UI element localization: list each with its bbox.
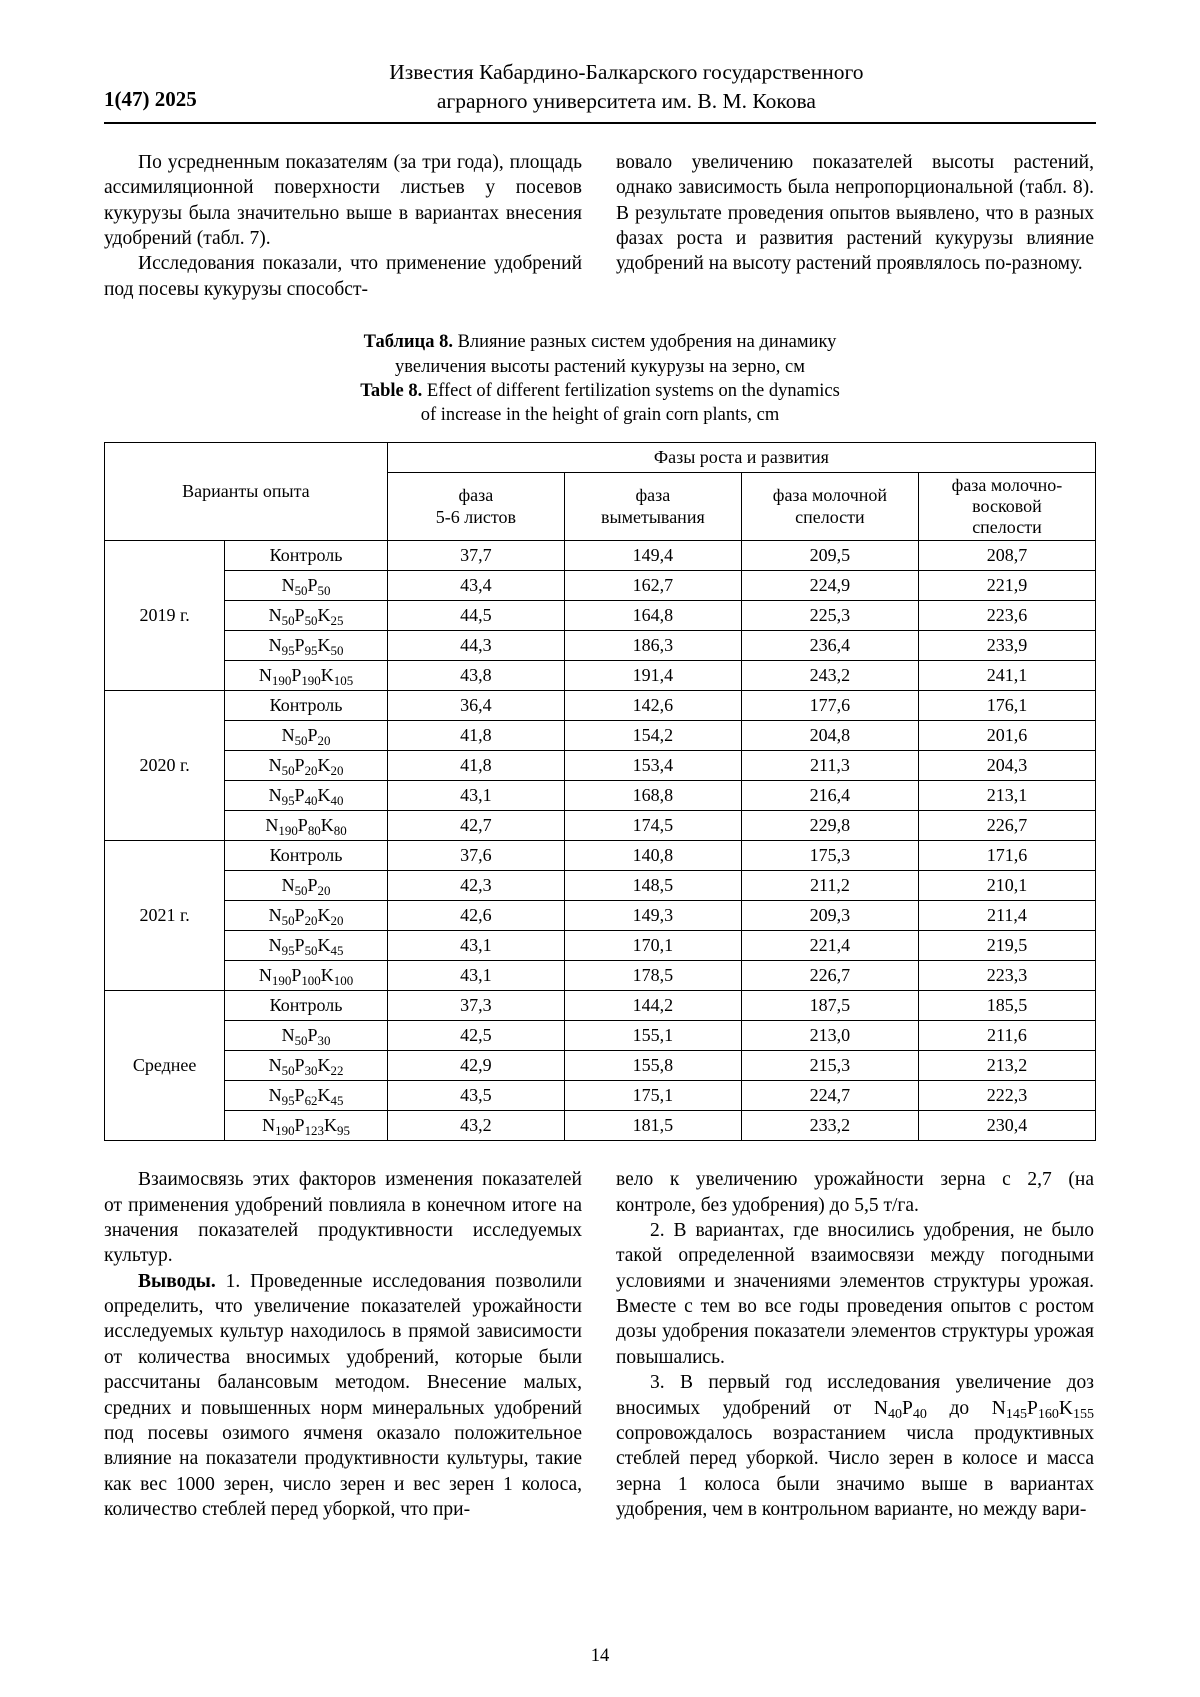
p3-sub-1: 40 [887, 1405, 902, 1422]
row-variant-label: $N_{95}P_{40}K_{40}$ [225, 781, 388, 811]
table-row [105, 961, 1096, 991]
row-value: 215,3 [741, 1051, 918, 1081]
body-right-paragraph-1: вело к увеличению урожайности зерна с 2,7 (на контроле, без удобрения) до 5,5 т/га. [616, 1169, 1094, 1216]
header-phase-leaves-line2: 5-6 листов [435, 506, 516, 527]
row-variant-label: $N_{50}P_{30}K_{22}$ [225, 1051, 388, 1081]
table-row [105, 931, 1096, 961]
row-value: 226,7 [741, 961, 918, 991]
row-variant-label: Контроль [225, 841, 388, 871]
body-columns [104, 1167, 1096, 1522]
header-phases: Фазы роста и развития [387, 442, 1095, 472]
row-variant-label: Контроль [225, 991, 388, 1021]
row-value: 44,3 [387, 631, 564, 661]
row-value: 222,3 [918, 1081, 1095, 1111]
row-value: 175,3 [741, 841, 918, 871]
row-value: 204,8 [741, 721, 918, 751]
intro-left-column [104, 150, 582, 302]
row-value: 219,5 [918, 931, 1095, 961]
row-value: 204,3 [918, 751, 1095, 781]
page-number: 14 [590, 1646, 610, 1666]
row-value: 177,6 [741, 691, 918, 721]
table-body [105, 541, 1096, 1141]
body-right-column [616, 1167, 1094, 1522]
caption-en-line1 [104, 379, 1096, 403]
row-value: 175,1 [564, 1081, 741, 1111]
row-value: 230,4 [918, 1111, 1095, 1141]
row-value: 213,2 [918, 1051, 1095, 1081]
row-year-label: Среднее [105, 991, 225, 1141]
row-value: 155,1 [564, 1021, 741, 1051]
conclusions-label: Выводы. [138, 1270, 216, 1292]
header-phase-milk-line1: фаза молочной [772, 485, 888, 506]
journal-title-line1: Известия Кабардино-Балкарского государственного [389, 60, 864, 84]
row-value: 168,8 [564, 781, 741, 811]
header-variants: Варианты опыта [105, 442, 388, 541]
row-value: 42,9 [387, 1051, 564, 1081]
row-value: 155,8 [564, 1051, 741, 1081]
row-value: 144,2 [564, 991, 741, 1021]
row-value: 43,2 [387, 1111, 564, 1141]
table-row [105, 841, 1096, 871]
caption-en-line2: of increase in the height of grain corn plants, cm [420, 405, 780, 426]
row-variant-label: $N_{190}P_{190}K_{105}$ [225, 661, 388, 691]
row-value: 43,1 [387, 961, 564, 991]
issue-number: 1(47) 2025 [104, 87, 197, 112]
row-value: 36,4 [387, 691, 564, 721]
table-row [105, 1021, 1096, 1051]
row-value: 149,4 [564, 541, 741, 571]
row-variant-label: Контроль [225, 541, 388, 571]
p3-part-b: P [902, 1397, 913, 1419]
body-left-paragraph-2 [104, 1269, 582, 1522]
row-value: 223,6 [918, 601, 1095, 631]
row-variant-label: $N_{50}P_{20}$ [225, 721, 388, 751]
table-row [105, 691, 1096, 721]
p3-part-d: P [1026, 1397, 1038, 1419]
row-value: 176,1 [918, 691, 1095, 721]
p3-part-e: K [1058, 1397, 1073, 1419]
table-row [105, 1051, 1096, 1081]
row-year-label: 2020 г. [105, 691, 225, 841]
row-value: 43,8 [387, 661, 564, 691]
conclusions-text: 1. Проведенные исследования позволили определить, что увеличение показателей урожайности исследуемых культур находилось в прямой зависимости от количества вносимых удобрений, которые были рассчитаны балансовым методом. Внесение малых, средних и повышенных норм минеральных удобрений под посевы озимого ячменя оказало положительное влияние на показатели продуктивности культуры, такие как вес 1000 зерен, число зерен и вес зерен 1 колоса, количество стеблей перед уборкой, что при- [104, 1270, 582, 1520]
journal-title [157, 58, 1096, 116]
row-value: 178,5 [564, 961, 741, 991]
header-phase-heading [564, 472, 741, 541]
row-value: 243,2 [741, 661, 918, 691]
caption-ru-label: Таблица 8. [363, 332, 453, 353]
p3-part-f: сопровождалось возрастанием числа продуктивных стеблей перед уборкой. Число зерен в колосе и масса зерна 1 колоса были значимо выше в вариантах удобрения, чем в контрольном варианте, но между вари- [616, 1422, 1094, 1520]
row-value: 187,5 [741, 991, 918, 1021]
row-value: 221,4 [741, 931, 918, 961]
table-row [105, 571, 1096, 601]
caption-ru-line2: увеличения высоты растений кукурузы на зерно, см [395, 356, 805, 377]
row-variant-label: $N_{190}P_{123}K_{95}$ [225, 1111, 388, 1141]
header-phase-heading-line2: выметывания [601, 506, 705, 527]
table-row [105, 991, 1096, 1021]
intro-left-paragraph-1: По усредненным показателям (за три года), площадь ассимиляционной поверхности листьев у посевов кукурузы была значительно выше в вариантах внесения удобрений (табл. 7). [104, 152, 582, 250]
row-value: 201,6 [918, 721, 1095, 751]
intro-right-paragraph-1: вовало увеличению показателей высоты растений, однако зависимость была непропорциональной (табл. 8). В результате проведения опытов выявлено, что в разных фазах роста и развития растений кукурузы влияние удобрений на высоту растений проявлялось по-разному. [616, 152, 1094, 275]
table-row [105, 601, 1096, 631]
header-phase-heading-line1: фаза [635, 485, 671, 506]
row-year-label: 2019 г. [105, 541, 225, 691]
caption-ru-line1 [104, 330, 1096, 354]
row-value: 142,6 [564, 691, 741, 721]
row-value: 153,4 [564, 751, 741, 781]
table-row [105, 901, 1096, 931]
row-value: 211,6 [918, 1021, 1095, 1051]
row-value: 191,4 [564, 661, 741, 691]
p3-sub-5: 155 [1072, 1405, 1094, 1422]
p3-part-c: до N [926, 1397, 1006, 1419]
row-value: 210,1 [918, 871, 1095, 901]
row-value: 226,7 [918, 811, 1095, 841]
table-row [105, 781, 1096, 811]
caption-en-text1: Effect of different fertilization systems on the dynamics [422, 380, 840, 401]
header-phase-leaves [387, 472, 564, 541]
row-value: 43,1 [387, 781, 564, 811]
header-phase-milk-wax-line2: восковой [972, 495, 1042, 516]
row-variant-label: $N_{50}P_{20}K_{20}$ [225, 751, 388, 781]
row-variant-label: $N_{190}P_{80}K_{80}$ [225, 811, 388, 841]
row-value: 42,3 [387, 871, 564, 901]
row-value: 149,3 [564, 901, 741, 931]
table-row [105, 751, 1096, 781]
intro-columns [104, 150, 1096, 302]
table-header-row-1 [105, 442, 1096, 472]
row-value: 140,8 [564, 841, 741, 871]
row-value: 224,7 [741, 1081, 918, 1111]
row-value: 170,1 [564, 931, 741, 961]
body-right-paragraph-3 [616, 1370, 1094, 1522]
caption-en-label: Table 8. [360, 380, 423, 401]
row-value: 44,5 [387, 601, 564, 631]
header-phase-milk-wax-line1: фаза молочно- [951, 474, 1063, 495]
row-value: 213,0 [741, 1021, 918, 1051]
table-row [105, 811, 1096, 841]
header-phase-milk-wax-line3: спелости [972, 517, 1042, 538]
row-value: 41,8 [387, 721, 564, 751]
row-variant-label: $N_{95}P_{62}K_{45}$ [225, 1081, 388, 1111]
row-value: 236,4 [741, 631, 918, 661]
row-value: 43,1 [387, 931, 564, 961]
row-value: 148,5 [564, 871, 741, 901]
row-value: 154,2 [564, 721, 741, 751]
row-value: 241,1 [918, 661, 1095, 691]
body-left-paragraph-1: Взаимосвязь этих факторов изменения показателей от применения удобрений повлияла в конечном итоге на значения показателей продуктивности исследуемых культур. [104, 1169, 582, 1267]
row-variant-label: $N_{95}P_{50}K_{45}$ [225, 931, 388, 961]
row-value: 225,3 [741, 601, 918, 631]
row-value: 37,7 [387, 541, 564, 571]
p3-sub-4: 160 [1037, 1405, 1059, 1422]
row-value: 164,8 [564, 601, 741, 631]
row-value: 223,3 [918, 961, 1095, 991]
row-value: 211,3 [741, 751, 918, 781]
caption-ru-text1: Влияние разных систем удобрения на динамику [452, 332, 837, 353]
row-value: 186,3 [564, 631, 741, 661]
header-phase-milk-line2: спелости [795, 506, 865, 527]
body-left-column [104, 1167, 582, 1522]
table-8 [104, 442, 1096, 1142]
row-value: 174,5 [564, 811, 741, 841]
table-caption [104, 330, 1096, 428]
row-value: 42,7 [387, 811, 564, 841]
row-variant-label: $N_{50}P_{20}K_{20}$ [225, 901, 388, 931]
row-value: 37,6 [387, 841, 564, 871]
table-row [105, 1081, 1096, 1111]
table-row [105, 871, 1096, 901]
header-phase-leaves-line1: фаза [458, 485, 494, 506]
row-value: 224,9 [741, 571, 918, 601]
row-variant-label: $N_{50}P_{20}$ [225, 871, 388, 901]
row-value: 209,5 [741, 541, 918, 571]
row-value: 41,8 [387, 751, 564, 781]
row-value: 185,5 [918, 991, 1095, 1021]
row-year-label: 2021 г. [105, 841, 225, 991]
row-variant-label: $N_{50}P_{30}$ [225, 1021, 388, 1051]
row-value: 181,5 [564, 1111, 741, 1141]
row-variant-label: $N_{95}P_{95}K_{50}$ [225, 631, 388, 661]
row-value: 233,2 [741, 1111, 918, 1141]
table-row [105, 1111, 1096, 1141]
row-value: 208,7 [918, 541, 1095, 571]
table-row [105, 661, 1096, 691]
row-value: 209,3 [741, 901, 918, 931]
row-value: 43,5 [387, 1081, 564, 1111]
intro-right-column [616, 150, 1094, 302]
header-phase-milk [741, 472, 918, 541]
p3-sub-2: 40 [912, 1405, 927, 1422]
table-row [105, 721, 1096, 751]
row-value: 162,7 [564, 571, 741, 601]
row-value: 171,6 [918, 841, 1095, 871]
page-header [104, 58, 1096, 124]
header-phase-milk-wax [918, 472, 1095, 541]
row-value: 43,4 [387, 571, 564, 601]
journal-title-line2: аграрного университета им. В. М. Кокова [436, 89, 816, 114]
intro-left-paragraph-2: Исследования показали, что применение удобрений под посевы кукурузы способст- [104, 253, 582, 300]
row-variant-label: $N_{50}P_{50}K_{25}$ [225, 601, 388, 631]
row-value: 42,5 [387, 1021, 564, 1051]
row-value: 42,6 [387, 901, 564, 931]
row-value: 37,3 [387, 991, 564, 1021]
row-value: 216,4 [741, 781, 918, 811]
table-row [105, 631, 1096, 661]
row-variant-label: Контроль [225, 691, 388, 721]
row-value: 211,4 [918, 901, 1095, 931]
row-variant-label: $N_{50}P_{50}$ [225, 571, 388, 601]
p3-part-a: 3. В первый год исследования увеличение доз вносимых удобрений от N [616, 1372, 1094, 1419]
p3-sub-3: 145 [1005, 1405, 1027, 1422]
row-variant-label: $N_{190}P_{100}K_{100}$ [225, 961, 388, 991]
row-value: 229,8 [741, 811, 918, 841]
row-value: 233,9 [918, 631, 1095, 661]
body-right-paragraph-2: 2. В вариантах, где вносились удобрения, не было такой определенной взаимосвязи между погодными условиями и значениями элементов структуры урожая. Вместе с тем во все годы проведения опытов с ростом дозы удобрения показатели элементов структуры урожая повышались. [616, 1220, 1094, 1368]
row-value: 221,9 [918, 571, 1095, 601]
row-value: 213,1 [918, 781, 1095, 811]
table-row [105, 541, 1096, 571]
row-value: 211,2 [741, 871, 918, 901]
